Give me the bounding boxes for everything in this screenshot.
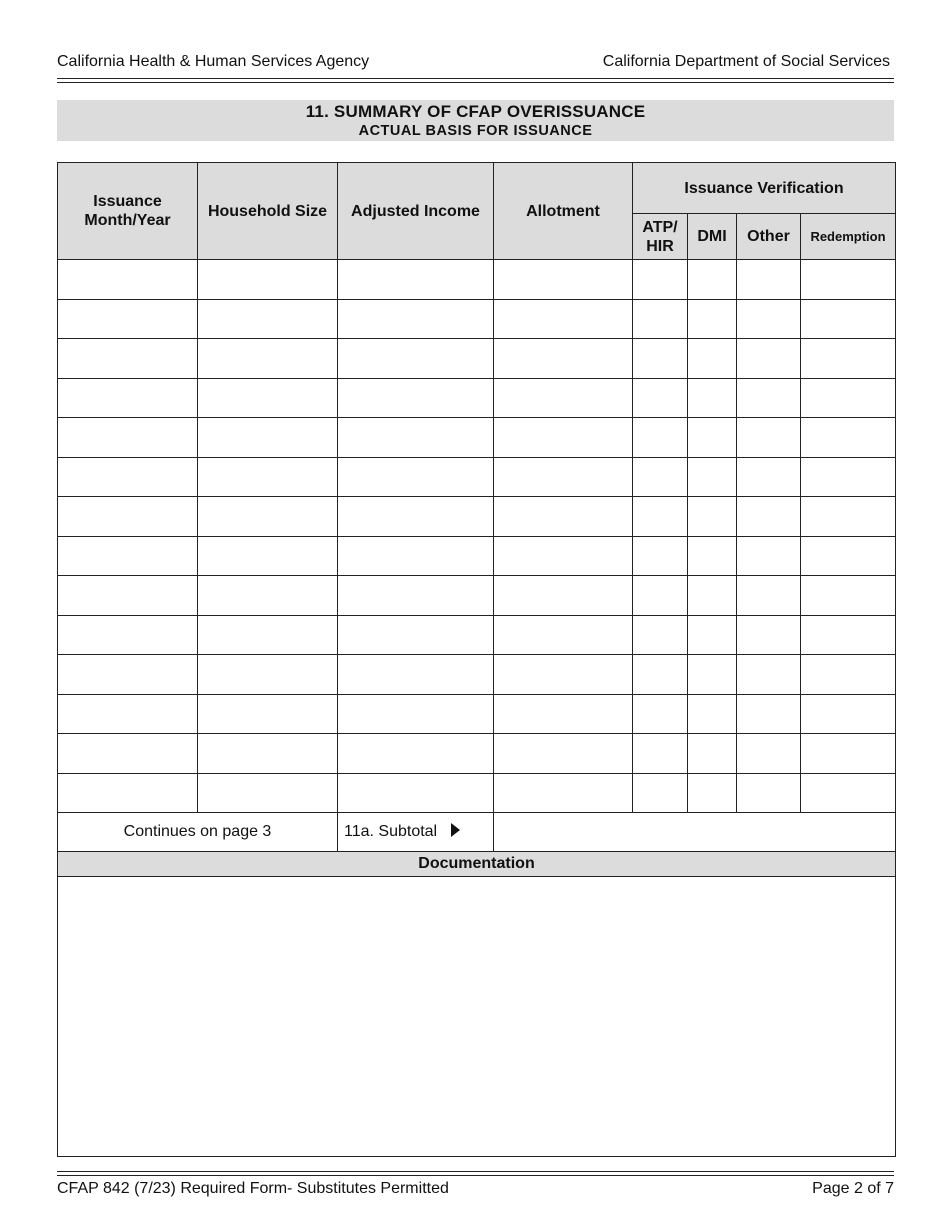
month-year-cell[interactable] — [58, 734, 198, 774]
allotment-cell[interactable] — [494, 536, 633, 576]
dmi-cell[interactable] — [688, 734, 737, 774]
allotment-cell[interactable] — [494, 339, 633, 379]
redemption-cell[interactable] — [801, 457, 896, 497]
other-cell[interactable] — [737, 497, 801, 537]
household-size-cell[interactable] — [198, 418, 338, 458]
month-year-cell[interactable] — [58, 260, 198, 300]
table-row — [58, 339, 896, 379]
table-row — [58, 536, 896, 576]
form-identifier: CFAP 842 (7/23) Required Form- Substitutes Permitted — [57, 1180, 449, 1197]
adjusted-income-cell[interactable] — [338, 299, 494, 339]
dmi-cell[interactable] — [688, 655, 737, 695]
household-size-cell[interactable] — [198, 615, 338, 655]
redemption-cell[interactable] — [801, 773, 896, 813]
dmi-cell[interactable] — [688, 576, 737, 616]
allotment-cell[interactable] — [494, 457, 633, 497]
household-size-cell[interactable] — [198, 773, 338, 813]
dmi-cell[interactable] — [688, 615, 737, 655]
month-year-cell[interactable] — [58, 457, 198, 497]
redemption-cell[interactable] — [801, 694, 896, 734]
allotment-cell[interactable] — [494, 576, 633, 616]
dmi-cell[interactable] — [688, 260, 737, 300]
atp-hir-cell[interactable] — [633, 457, 688, 497]
dmi-cell[interactable] — [688, 457, 737, 497]
redemption-cell[interactable] — [801, 576, 896, 616]
col-dmi: DMI — [688, 214, 737, 260]
other-cell[interactable] — [737, 734, 801, 774]
other-cell[interactable] — [737, 615, 801, 655]
other-cell[interactable] — [737, 378, 801, 418]
allotment-cell[interactable] — [494, 260, 633, 300]
adjusted-income-cell[interactable] — [338, 497, 494, 537]
table-row — [58, 734, 896, 774]
month-year-cell[interactable] — [58, 536, 198, 576]
redemption-cell[interactable] — [801, 299, 896, 339]
allotment-cell[interactable] — [494, 299, 633, 339]
allotment-cell[interactable] — [494, 615, 633, 655]
allotment-cell[interactable] — [494, 773, 633, 813]
month-year-cell[interactable] — [58, 576, 198, 616]
redemption-cell[interactable] — [801, 655, 896, 695]
continues-note: Continues on page 3 — [58, 813, 338, 852]
household-size-cell[interactable] — [198, 694, 338, 734]
atp-hir-cell[interactable] — [633, 655, 688, 695]
household-size-cell[interactable] — [198, 260, 338, 300]
table-row — [58, 773, 896, 813]
other-cell[interactable] — [737, 457, 801, 497]
col-other: Other — [737, 214, 801, 260]
month-year-cell[interactable] — [58, 339, 198, 379]
atp-hir-cell[interactable] — [633, 378, 688, 418]
table-row — [58, 260, 896, 300]
allotment-cell[interactable] — [494, 734, 633, 774]
adjusted-income-cell[interactable] — [338, 655, 494, 695]
agency-name: California Health & Human Services Agency — [57, 53, 370, 70]
adjusted-income-cell[interactable] — [338, 694, 494, 734]
redemption-cell[interactable] — [801, 615, 896, 655]
section-subtitle: ACTUAL BASIS FOR ISSUANCE — [358, 123, 593, 139]
dmi-cell[interactable] — [688, 299, 737, 339]
dmi-cell[interactable] — [688, 773, 737, 813]
atp-hir-cell[interactable] — [633, 339, 688, 379]
atp-hir-cell[interactable] — [633, 260, 688, 300]
footer-rule-2 — [57, 1175, 894, 1176]
redemption-cell[interactable] — [801, 497, 896, 537]
table-row — [58, 299, 896, 339]
subtotal-label: 11a. Subtotal — [344, 823, 438, 840]
atp-hir-cell[interactable] — [633, 418, 688, 458]
adjusted-income-cell[interactable] — [338, 773, 494, 813]
section-title: 11. SUMMARY OF CFAP OVERISSUANCE — [305, 102, 646, 121]
other-cell[interactable] — [737, 418, 801, 458]
redemption-cell[interactable] — [801, 339, 896, 379]
month-year-cell[interactable] — [58, 773, 198, 813]
col-month-year: Issuance Month/Year — [58, 163, 198, 260]
household-size-cell[interactable] — [198, 497, 338, 537]
other-cell[interactable] — [737, 260, 801, 300]
other-cell[interactable] — [737, 694, 801, 734]
adjusted-income-cell[interactable] — [338, 418, 494, 458]
subtotal-label-cell — [338, 813, 494, 852]
col-allotment: Allotment — [494, 163, 633, 260]
adjusted-income-cell[interactable] — [338, 615, 494, 655]
section-title-band — [57, 100, 894, 141]
dmi-cell[interactable] — [688, 536, 737, 576]
documentation-field[interactable] — [58, 877, 896, 1157]
allotment-cell[interactable] — [494, 655, 633, 695]
table-row — [58, 378, 896, 418]
household-size-cell[interactable] — [198, 457, 338, 497]
redemption-cell[interactable] — [801, 418, 896, 458]
table-row — [58, 497, 896, 537]
month-year-cell[interactable] — [58, 378, 198, 418]
household-size-cell[interactable] — [198, 655, 338, 695]
allotment-cell[interactable] — [494, 418, 633, 458]
dmi-cell[interactable] — [688, 694, 737, 734]
month-year-cell[interactable] — [58, 418, 198, 458]
dmi-cell[interactable] — [688, 497, 737, 537]
other-cell[interactable] — [737, 536, 801, 576]
redemption-cell[interactable] — [801, 378, 896, 418]
household-size-cell[interactable] — [198, 339, 338, 379]
adjusted-income-cell[interactable] — [338, 378, 494, 418]
atp-hir-cell[interactable] — [633, 497, 688, 537]
other-cell[interactable] — [737, 299, 801, 339]
arrow-right-icon — [451, 823, 460, 837]
table-row — [58, 418, 896, 458]
page-number: Page 2 of 7 — [812, 1180, 894, 1197]
adjusted-income-cell[interactable] — [338, 536, 494, 576]
allotment-cell[interactable] — [494, 378, 633, 418]
adjusted-income-cell[interactable] — [338, 734, 494, 774]
atp-hir-cell[interactable] — [633, 734, 688, 774]
table-row — [58, 615, 896, 655]
atp-hir-cell[interactable] — [633, 299, 688, 339]
month-year-cell[interactable] — [58, 299, 198, 339]
redemption-cell[interactable] — [801, 734, 896, 774]
adjusted-income-cell[interactable] — [338, 576, 494, 616]
table-row — [58, 694, 896, 734]
header-rule — [57, 78, 894, 79]
subtotal-field[interactable] — [494, 813, 896, 852]
dmi-cell[interactable] — [688, 378, 737, 418]
adjusted-income-cell[interactable] — [338, 457, 494, 497]
household-size-cell[interactable] — [198, 734, 338, 774]
overissuance-table — [57, 162, 896, 1157]
department-name: California Department of Social Services — [602, 53, 890, 70]
atp-hir-cell[interactable] — [633, 576, 688, 616]
col-issuance-verification: Issuance Verification — [633, 163, 896, 214]
atp-hir-cell[interactable] — [633, 615, 688, 655]
footer-rule — [57, 1171, 894, 1172]
other-cell[interactable] — [737, 339, 801, 379]
adjusted-income-cell[interactable] — [338, 260, 494, 300]
month-year-cell[interactable] — [58, 497, 198, 537]
dmi-cell[interactable] — [688, 339, 737, 379]
household-size-cell[interactable] — [198, 576, 338, 616]
household-size-cell[interactable] — [198, 536, 338, 576]
other-cell[interactable] — [737, 773, 801, 813]
household-size-cell[interactable] — [198, 299, 338, 339]
household-size-cell[interactable] — [198, 378, 338, 418]
month-year-cell[interactable] — [58, 694, 198, 734]
redemption-cell[interactable] — [801, 536, 896, 576]
allotment-cell[interactable] — [494, 497, 633, 537]
adjusted-income-cell[interactable] — [338, 339, 494, 379]
atp-hir-cell[interactable] — [633, 694, 688, 734]
other-cell[interactable] — [737, 655, 801, 695]
dmi-cell[interactable] — [688, 418, 737, 458]
redemption-cell[interactable] — [801, 260, 896, 300]
month-year-cell[interactable] — [58, 615, 198, 655]
col-household-size: Household Size — [198, 163, 338, 260]
atp-hir-cell[interactable] — [633, 773, 688, 813]
table-row — [58, 457, 896, 497]
table-row — [58, 655, 896, 695]
table-row — [58, 576, 896, 616]
allotment-cell[interactable] — [494, 694, 633, 734]
header-rule-2 — [57, 82, 894, 83]
col-redemption: Redemption — [801, 214, 896, 260]
month-year-cell[interactable] — [58, 655, 198, 695]
other-cell[interactable] — [737, 576, 801, 616]
atp-hir-cell[interactable] — [633, 536, 688, 576]
documentation-heading: Documentation — [58, 852, 896, 877]
col-adjusted-income: Adjusted Income — [338, 163, 494, 260]
col-atp-hir: ATP/ HIR — [633, 214, 688, 260]
